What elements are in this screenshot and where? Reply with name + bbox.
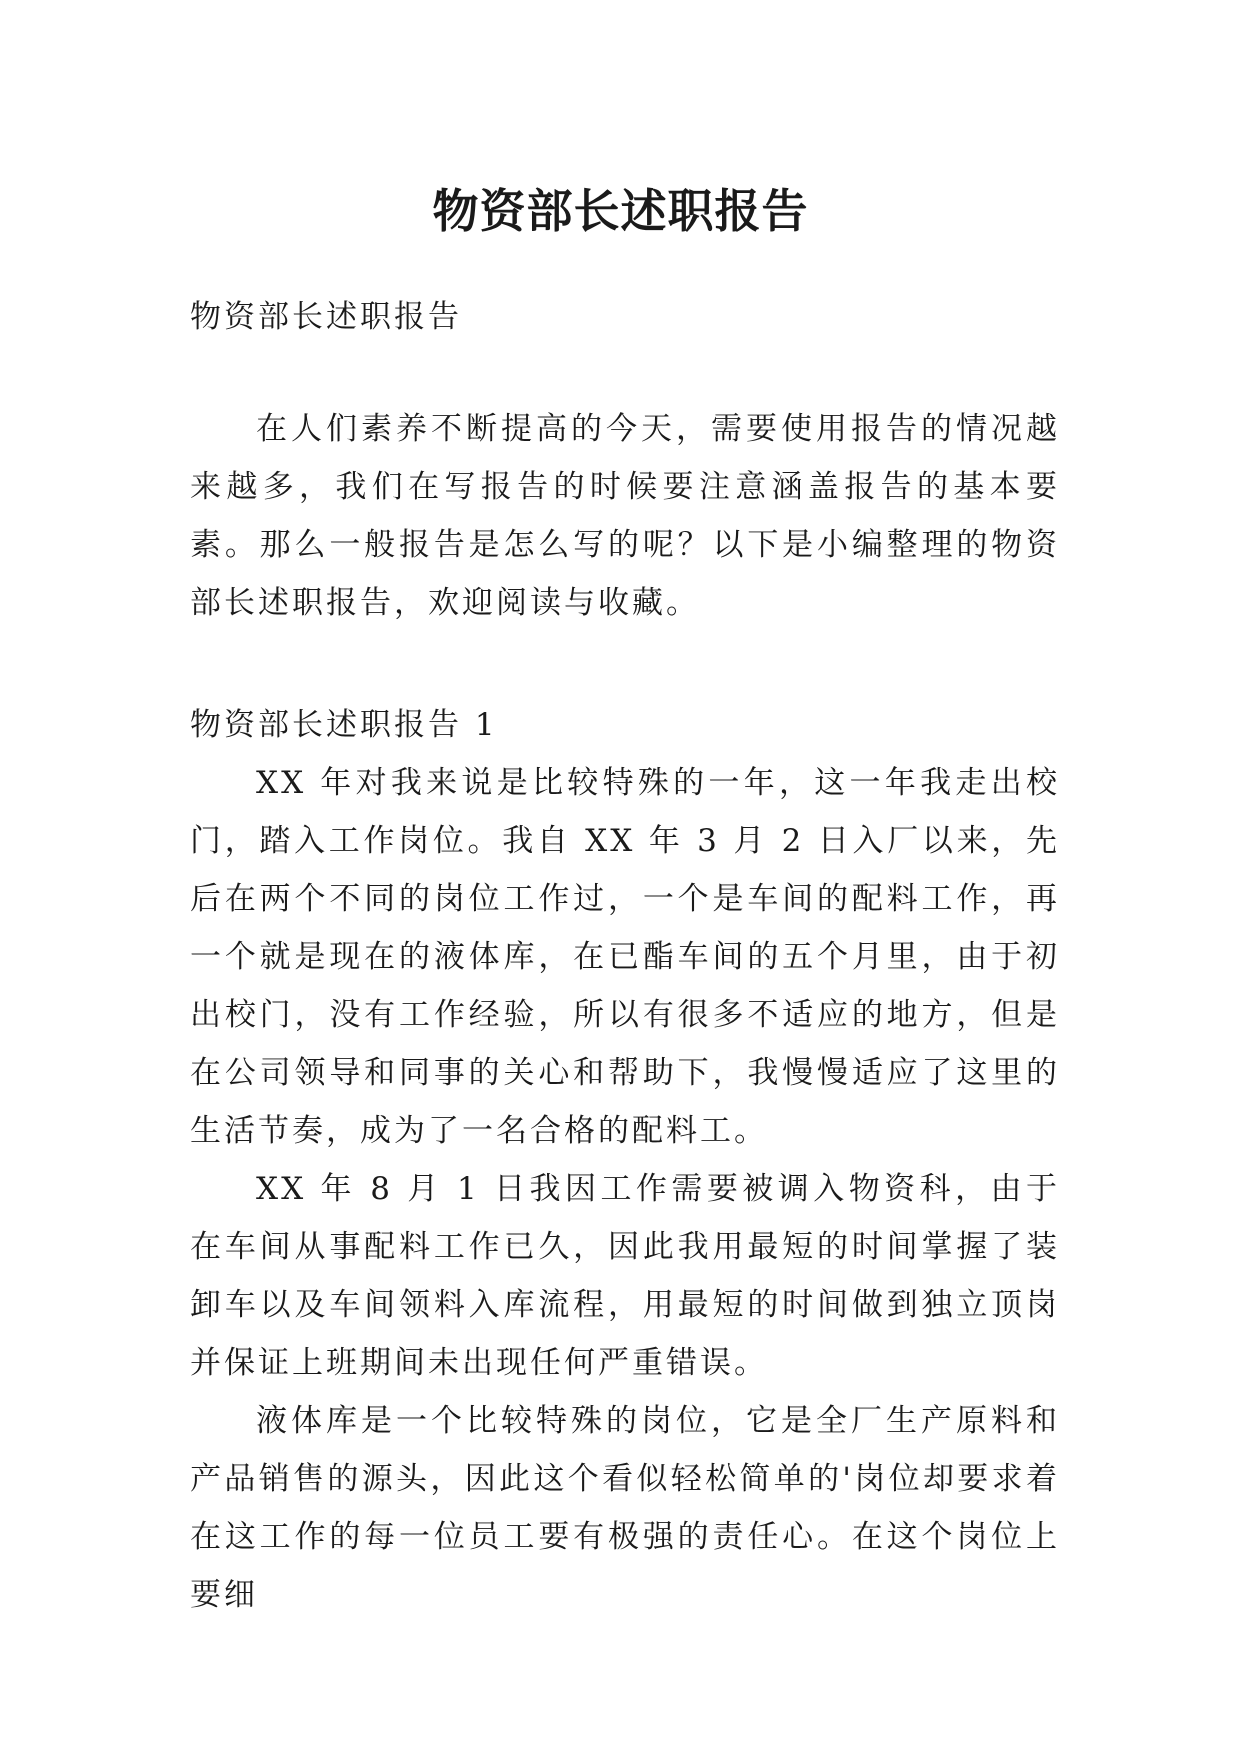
section-heading: 物资部长述职报告 1: [190, 707, 498, 743]
document-subtitle: 物资部长述职报告: [190, 299, 462, 335]
intro-paragraph: 在人们素养不断提高的今天，需要使用报告的情况越来越多，我们在写报告的时候要注意涵盖报告的基本要素。那么一般报告是怎么写的呢？以下是小编整理的物资部长述职报告，欢迎阅读与收藏。: [190, 411, 1060, 621]
body-paragraph-1: XX 年对我来说是比较特殊的一年，这一年我走出校门，踏入工作岗位。我自 XX 年 3 月 2 日入厂以来，先后在两个不同的岗位工作过，一个是车间的配料工作，再一个就是现在的液体库，在已酯车间的五个月里，由于初出校门，没有工作经验，所以有很多不适应的地方，但是在公司领导和同事的关心和帮助下，我慢慢适应了这里的生活节奏，成为了一名合格的配料工。: [190, 765, 1060, 1149]
body-paragraph-3: 液体库是一个比较特殊的岗位，它是全厂生产原料和产品销售的源头，因此这个看似轻松简单的'岗位却要求着在这工作的每一位员工要有极强的责任心。在这个岗位上要细: [190, 1403, 1060, 1613]
document-title: 物资部长述职报告: [432, 183, 809, 238]
body-paragraph-2: XX 年 8 月 1 日我因工作需要被调入物资科，由于在车间从事配料工作已久，因此我用最短的时间掌握了装卸车以及车间领料入库流程，用最短的时间做到独立顶岗并保证上班期间未出现任何严重错误。: [190, 1171, 1060, 1381]
